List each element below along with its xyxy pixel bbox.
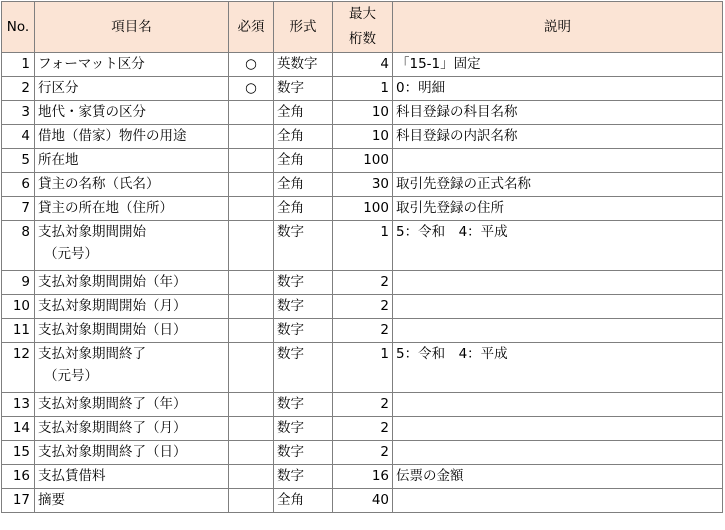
cell-description: 科目登録の内訳名称 <box>393 125 723 149</box>
cell-max-digits: 1 <box>333 343 393 393</box>
cell-required <box>229 465 274 489</box>
item-name-text: 支払対象期間終了（月） <box>38 420 187 436</box>
cell-required <box>229 149 274 173</box>
cell-max-digits: 2 <box>333 319 393 343</box>
cell-no: 16 <box>2 465 35 489</box>
table-row <box>2 125 723 149</box>
cell-item-name <box>35 489 229 513</box>
cell-no: 6 <box>2 173 35 197</box>
cell-item-name <box>35 101 229 125</box>
cell-description: 「15-1」固定 <box>393 53 723 77</box>
cell-description <box>393 441 723 465</box>
cell-no: 7 <box>2 197 35 221</box>
cell-format: 全角 <box>274 173 333 197</box>
cell-max-digits: 100 <box>333 197 393 221</box>
cell-format: 数字 <box>274 465 333 489</box>
cell-format: 数字 <box>274 77 333 101</box>
item-name-text: 行区分 <box>38 80 79 96</box>
cell-format: 英数字 <box>274 53 333 77</box>
table-row <box>2 417 723 441</box>
cell-format: 数字 <box>274 393 333 417</box>
cell-description: 5：令和 4：平成 <box>393 221 723 271</box>
cell-item-name <box>35 197 229 221</box>
cell-required <box>229 125 274 149</box>
cell-required <box>229 417 274 441</box>
cell-no: 4 <box>2 125 35 149</box>
cell-no: 17 <box>2 489 35 513</box>
header-row <box>2 2 723 53</box>
item-name-text: 支払対象期間終了 <box>38 346 146 362</box>
cell-format: 数字 <box>274 343 333 393</box>
item-name-text: 所在地 <box>38 152 79 168</box>
header-description: 説明 <box>393 2 723 53</box>
cell-no: 8 <box>2 221 35 271</box>
table-row <box>2 197 723 221</box>
cell-required <box>229 173 274 197</box>
cell-no: 13 <box>2 393 35 417</box>
cell-no: 2 <box>2 77 35 101</box>
item-name-text: 支払賃借料 <box>38 468 106 484</box>
cell-max-digits: 100 <box>333 149 393 173</box>
cell-format: 全角 <box>274 489 333 513</box>
table-body <box>2 53 723 513</box>
cell-format: 全角 <box>274 149 333 173</box>
cell-item-name <box>35 295 229 319</box>
field-spec-table <box>1 1 723 513</box>
cell-required: ○ <box>229 77 274 101</box>
cell-no: 9 <box>2 271 35 295</box>
cell-max-digits: 10 <box>333 101 393 125</box>
cell-item-name <box>35 53 229 77</box>
cell-item-name <box>35 319 229 343</box>
header-no: No. <box>2 2 35 53</box>
cell-description <box>393 489 723 513</box>
item-name-text: 摘要 <box>38 492 65 508</box>
cell-format: 数字 <box>274 295 333 319</box>
cell-description <box>393 417 723 441</box>
cell-no: 10 <box>2 295 35 319</box>
header-required: 必須 <box>229 2 274 53</box>
cell-max-digits: 30 <box>333 173 393 197</box>
cell-item-name <box>35 149 229 173</box>
cell-required <box>229 319 274 343</box>
table-row <box>2 343 723 393</box>
cell-required <box>229 221 274 271</box>
cell-no: 5 <box>2 149 35 173</box>
cell-format: 数字 <box>274 441 333 465</box>
header-item-name: 項目名 <box>35 2 229 53</box>
table-row <box>2 149 723 173</box>
table-row <box>2 271 723 295</box>
cell-max-digits: 2 <box>333 393 393 417</box>
cell-required <box>229 343 274 393</box>
cell-required <box>229 489 274 513</box>
cell-description <box>393 393 723 417</box>
cell-required <box>229 271 274 295</box>
cell-item-name <box>35 343 229 393</box>
cell-description: 取引先登録の正式名称 <box>393 173 723 197</box>
cell-max-digits: 2 <box>333 417 393 441</box>
table-row <box>2 53 723 77</box>
item-name-text: 貸主の名称（氏名） <box>38 176 160 192</box>
cell-max-digits: 10 <box>333 125 393 149</box>
cell-no: 11 <box>2 319 35 343</box>
cell-no: 15 <box>2 441 35 465</box>
cell-description: 科目登録の科目名称 <box>393 101 723 125</box>
cell-item-name <box>35 221 229 271</box>
cell-max-digits: 2 <box>333 271 393 295</box>
item-name-text: 支払対象期間終了（年） <box>38 396 187 412</box>
cell-format: 全角 <box>274 197 333 221</box>
cell-max-digits: 2 <box>333 295 393 319</box>
table-row <box>2 489 723 513</box>
cell-description: 0：明細 <box>393 77 723 101</box>
cell-required <box>229 197 274 221</box>
cell-max-digits: 16 <box>333 465 393 489</box>
item-name-subtext: （元号） <box>44 246 98 262</box>
cell-description <box>393 149 723 173</box>
cell-description <box>393 271 723 295</box>
cell-max-digits: 4 <box>333 53 393 77</box>
table-row <box>2 101 723 125</box>
item-name-text: 支払対象期間終了（日） <box>38 444 187 460</box>
table-row <box>2 465 723 489</box>
item-name-text: 支払対象期間開始（日） <box>38 322 187 338</box>
table-row <box>2 441 723 465</box>
table-row <box>2 77 723 101</box>
cell-format: 数字 <box>274 271 333 295</box>
header-max-digits <box>333 2 393 53</box>
cell-format: 数字 <box>274 319 333 343</box>
header-max-digits-line2: 桁数 <box>349 31 376 47</box>
cell-item-name <box>35 125 229 149</box>
cell-max-digits: 2 <box>333 441 393 465</box>
table-row <box>2 221 723 271</box>
cell-required <box>229 101 274 125</box>
cell-no: 12 <box>2 343 35 393</box>
cell-max-digits: 1 <box>333 77 393 101</box>
cell-no: 1 <box>2 53 35 77</box>
item-name-text: 地代・家賃の区分 <box>38 104 146 120</box>
table-row <box>2 393 723 417</box>
cell-description <box>393 295 723 319</box>
item-name-text: 貸主の所在地（住所） <box>38 200 173 216</box>
item-name-text: 借地（借家）物件の用途 <box>38 128 187 144</box>
cell-max-digits: 1 <box>333 221 393 271</box>
cell-format: 全角 <box>274 101 333 125</box>
header-max-digits-line1: 最大 <box>349 6 376 22</box>
cell-description: 取引先登録の住所 <box>393 197 723 221</box>
cell-item-name <box>35 417 229 441</box>
cell-description <box>393 319 723 343</box>
cell-item-name <box>35 393 229 417</box>
cell-no: 14 <box>2 417 35 441</box>
cell-no: 3 <box>2 101 35 125</box>
cell-description: 伝票の金額 <box>393 465 723 489</box>
table-row <box>2 173 723 197</box>
item-name-text: 支払対象期間開始（年） <box>38 274 187 290</box>
header-format: 形式 <box>274 2 333 53</box>
item-name-subtext: （元号） <box>44 368 98 384</box>
item-name-text: 支払対象期間開始（月） <box>38 298 187 314</box>
cell-format: 全角 <box>274 125 333 149</box>
cell-required <box>229 393 274 417</box>
cell-format: 数字 <box>274 417 333 441</box>
cell-required <box>229 441 274 465</box>
table-row <box>2 295 723 319</box>
cell-format: 数字 <box>274 221 333 271</box>
cell-required <box>229 295 274 319</box>
cell-max-digits: 40 <box>333 489 393 513</box>
cell-item-name <box>35 173 229 197</box>
table-row <box>2 319 723 343</box>
spec-table-container <box>1 1 723 513</box>
cell-item-name <box>35 465 229 489</box>
cell-description: 5：令和 4：平成 <box>393 343 723 393</box>
cell-item-name <box>35 77 229 101</box>
item-name-text: 支払対象期間開始 <box>38 224 146 240</box>
cell-item-name <box>35 441 229 465</box>
cell-item-name <box>35 271 229 295</box>
cell-required: ○ <box>229 53 274 77</box>
item-name-text: フォーマット区分 <box>38 56 145 72</box>
